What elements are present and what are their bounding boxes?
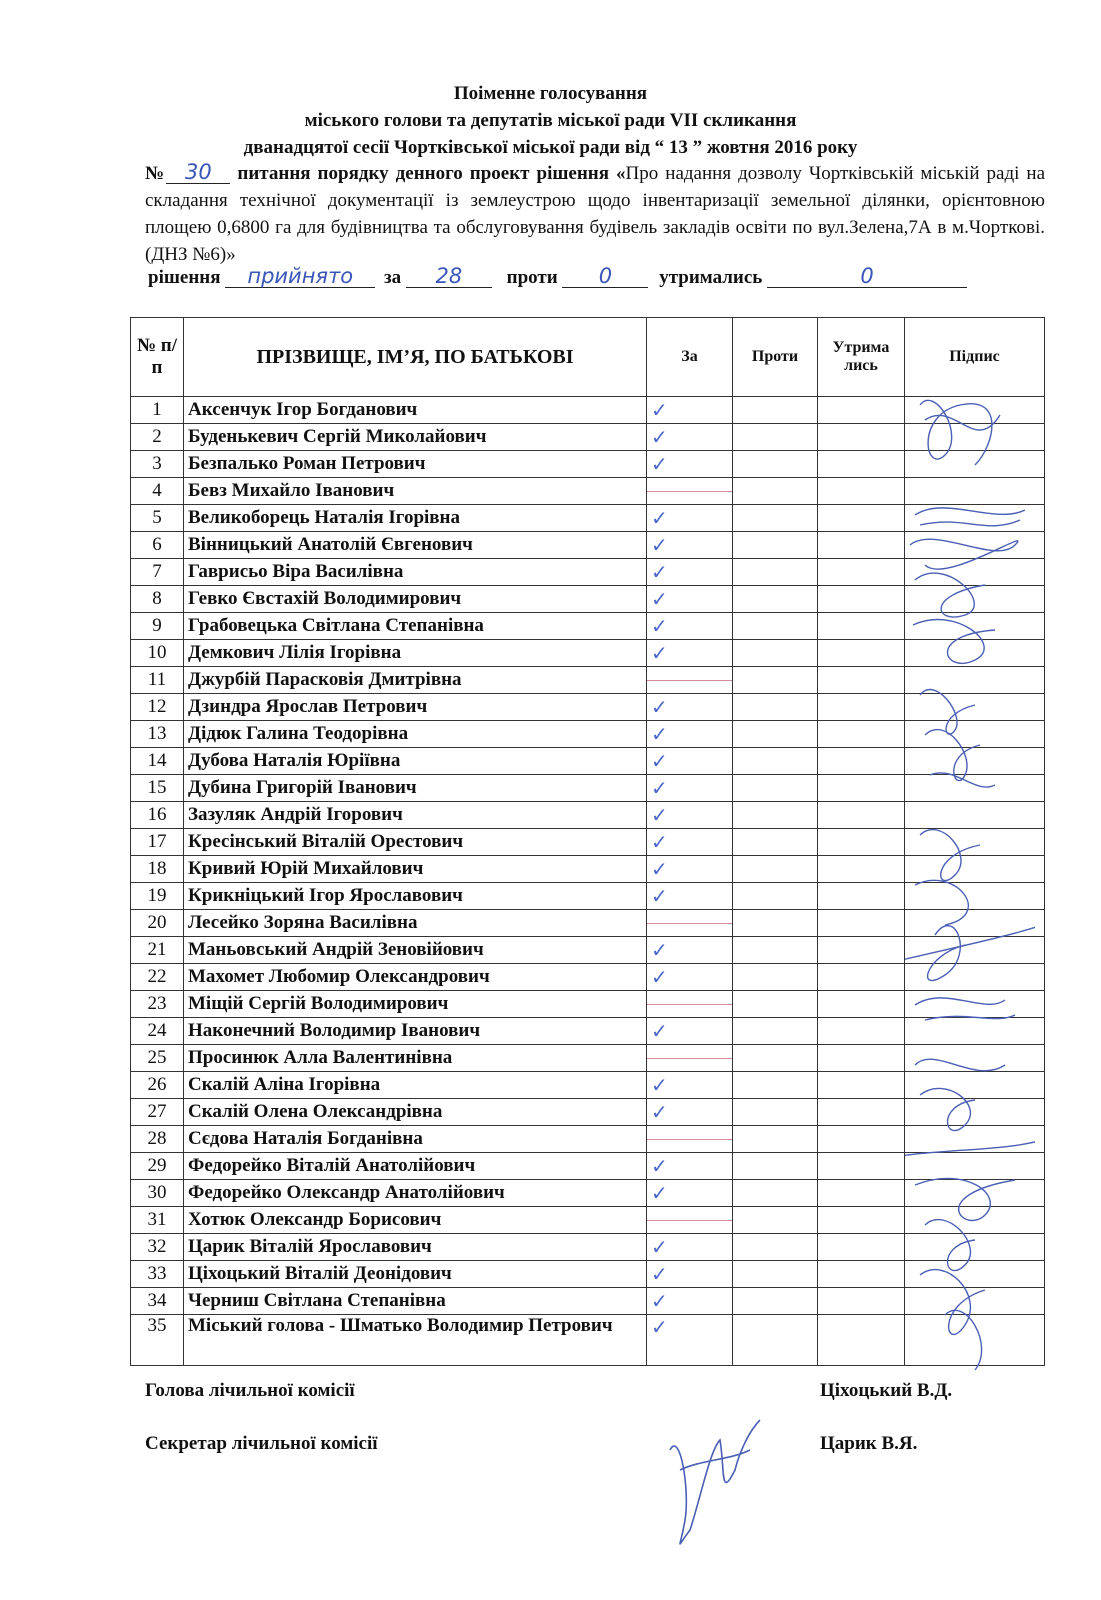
row-utr [818, 964, 905, 991]
utr-label: утримались [659, 267, 763, 288]
row-name: Ціхоцький Віталій Деонідович [184, 1261, 647, 1288]
row-name: Сєдова Наталія Богданівна [184, 1126, 647, 1153]
row-za-mark: ✓ [647, 559, 733, 586]
row-utr [818, 802, 905, 829]
row-za-mark: ✓ [647, 883, 733, 910]
row-number: 35 [131, 1315, 184, 1366]
row-za-mark: ✓ [647, 1261, 733, 1288]
row-number: 16 [131, 802, 184, 829]
row-number: 14 [131, 748, 184, 775]
session-line: дванадцятої сесії Чортківської міської ради від “ 13 ” жовтня 2016 року [243, 137, 858, 158]
row-number: 19 [131, 883, 184, 910]
row-name: Дідюк Галина Теодорівна [184, 721, 647, 748]
row-proty [733, 1099, 818, 1126]
question-paragraph [145, 160, 1045, 268]
row-utr [818, 829, 905, 856]
row-number: 11 [131, 667, 184, 694]
row-proty [733, 1180, 818, 1207]
row-number: 20 [131, 910, 184, 937]
footer-signature [640, 1410, 790, 1560]
row-name: Буденькевич Сергій Миколайович [184, 424, 647, 451]
row-proty [733, 1288, 818, 1315]
row-utr [818, 1234, 905, 1261]
row-name: Грабовецька Світлана Степанівна [184, 613, 647, 640]
utr-value: 0 [767, 265, 967, 288]
row-proty [733, 1045, 818, 1072]
row-za-mark: ✓ [647, 397, 733, 424]
row-number: 15 [131, 775, 184, 802]
row-utr [818, 1288, 905, 1315]
row-name: Гевко Євстахій Володимирович [184, 586, 647, 613]
question-body-text: Про надання дозволу Чортківській міській раді на складання технічної документації із землеустрою щодо інвентаризації земельної ділянки, орієнтовною площею 0,6800 га для будівництва та обслуговування будівель закладів освіти по вул.Зелена,7А в м.Чорткові.(ДНЗ №6)» [145, 163, 1046, 265]
no-vote-strike [647, 1220, 732, 1221]
row-za-mark [647, 1126, 733, 1153]
row-utr [818, 1072, 905, 1099]
row-za-mark: ✓ [647, 1018, 733, 1045]
row-utr [818, 694, 905, 721]
row-proty [733, 1018, 818, 1045]
row-name: Великоборець Наталія Ігорівна [184, 505, 647, 532]
document-header [0, 80, 1101, 161]
row-name: Федорейко Віталій Анатолійович [184, 1153, 647, 1180]
row-number: 32 [131, 1234, 184, 1261]
row-utr [818, 1126, 905, 1153]
row-utr [818, 1180, 905, 1207]
row-za-mark: ✓ [647, 1180, 733, 1207]
row-number: 21 [131, 937, 184, 964]
signature-scribbles [905, 395, 1035, 1380]
row-utr [818, 667, 905, 694]
row-name: Скалій Аліна Ігорівна [184, 1072, 647, 1099]
question-number-prefix: № [145, 163, 167, 184]
secretary-name: Царик В.Я. [820, 1433, 918, 1454]
row-za-mark [647, 478, 733, 505]
row-utr [818, 1315, 905, 1366]
row-number: 9 [131, 613, 184, 640]
row-za-mark [647, 1045, 733, 1072]
row-proty [733, 613, 818, 640]
row-za-mark: ✓ [647, 1153, 733, 1180]
row-number: 6 [131, 532, 184, 559]
row-number: 22 [131, 964, 184, 991]
row-proty [733, 1234, 818, 1261]
row-number: 26 [131, 1072, 184, 1099]
row-utr [818, 478, 905, 505]
row-proty [733, 964, 818, 991]
proty-label: проти [506, 267, 558, 288]
row-proty [733, 424, 818, 451]
row-proty [733, 802, 818, 829]
row-name: Аксенчук Ігор Богданович [184, 397, 647, 424]
no-vote-strike [647, 1139, 732, 1140]
za-label: за [384, 267, 402, 288]
row-za-mark: ✓ [647, 1072, 733, 1099]
row-number: 27 [131, 1099, 184, 1126]
row-proty [733, 991, 818, 1018]
row-za-mark: ✓ [647, 424, 733, 451]
row-za-mark: ✓ [647, 775, 733, 802]
row-number: 7 [131, 559, 184, 586]
proty-value: 0 [562, 265, 648, 288]
row-name: Махомет Любомир Олександрович [184, 964, 647, 991]
row-name: Зазуляк Андрій Ігорович [184, 802, 647, 829]
row-proty [733, 829, 818, 856]
row-number: 10 [131, 640, 184, 667]
header-num: № п/п [131, 318, 184, 397]
row-proty [733, 937, 818, 964]
header-name: ПРІЗВИЩЕ, ІМ’Я, ПО БАТЬКОВІ [184, 318, 647, 397]
row-proty [733, 775, 818, 802]
row-name: Демкович Лілія Ігорівна [184, 640, 647, 667]
row-number: 29 [131, 1153, 184, 1180]
no-vote-strike [647, 923, 732, 924]
no-vote-strike [647, 680, 732, 681]
row-name: Хотюк Олександр Борисович [184, 1207, 647, 1234]
row-utr [818, 1153, 905, 1180]
row-number: 23 [131, 991, 184, 1018]
row-name: Дубина Григорій Іванович [184, 775, 647, 802]
row-name: Крикніцький Ігор Ярославович [184, 883, 647, 910]
question-number-value: 30 [166, 161, 230, 184]
row-za-mark: ✓ [647, 1099, 733, 1126]
row-number: 3 [131, 451, 184, 478]
no-vote-strike [647, 1058, 732, 1059]
decision-line [148, 265, 1038, 289]
row-proty [733, 451, 818, 478]
row-number: 30 [131, 1180, 184, 1207]
decision-value: прийнято [225, 265, 375, 288]
row-number: 1 [131, 397, 184, 424]
row-number: 12 [131, 694, 184, 721]
row-proty [733, 640, 818, 667]
row-name: Вінницький Анатолій Євгенович [184, 532, 647, 559]
row-utr [818, 505, 905, 532]
row-utr [818, 748, 905, 775]
secretary-label: Секретар лічильної комісії [145, 1433, 378, 1454]
row-za-mark [647, 667, 733, 694]
za-value: 28 [406, 265, 492, 288]
row-za-mark: ✓ [647, 586, 733, 613]
row-number: 4 [131, 478, 184, 505]
row-za-mark: ✓ [647, 721, 733, 748]
row-za-mark: ✓ [647, 532, 733, 559]
row-proty [733, 1261, 818, 1288]
row-za-mark: ✓ [647, 829, 733, 856]
row-za-mark: ✓ [647, 1315, 733, 1366]
row-name: Кривий Юрій Михайлович [184, 856, 647, 883]
row-name: Бевз Михайло Іванович [184, 478, 647, 505]
no-vote-strike [647, 491, 732, 492]
row-name: Просинюк Алла Валентинівна [184, 1045, 647, 1072]
row-utr [818, 586, 905, 613]
row-proty [733, 910, 818, 937]
row-utr [818, 613, 905, 640]
row-proty [733, 856, 818, 883]
row-proty [733, 586, 818, 613]
head-label: Голова лічильної комісії [145, 1380, 355, 1401]
row-number: 33 [131, 1261, 184, 1288]
row-za-mark: ✓ [647, 1288, 733, 1315]
table-header-row [131, 318, 1045, 397]
row-utr [818, 937, 905, 964]
row-proty [733, 478, 818, 505]
header-sign: Підпис [905, 318, 1045, 397]
row-name: Федорейко Олександр Анатолійович [184, 1180, 647, 1207]
row-name: Черниш Світлана Степанівна [184, 1288, 647, 1315]
row-name: Царик Віталій Ярославович [184, 1234, 647, 1261]
row-number: 8 [131, 586, 184, 613]
row-za-mark [647, 991, 733, 1018]
row-utr [818, 991, 905, 1018]
row-proty [733, 1315, 818, 1366]
row-name: Дзиндра Ярослав Петрович [184, 694, 647, 721]
decision-label: рішення [148, 267, 221, 288]
row-proty [733, 1207, 818, 1234]
row-proty [733, 694, 818, 721]
row-utr [818, 775, 905, 802]
row-number: 2 [131, 424, 184, 451]
row-za-mark: ✓ [647, 640, 733, 667]
question-bold-text: питання порядку денного проект рішення « [237, 163, 626, 184]
row-proty [733, 532, 818, 559]
row-za-mark: ✓ [647, 937, 733, 964]
row-za-mark: ✓ [647, 505, 733, 532]
row-number: 17 [131, 829, 184, 856]
row-name: Міщій Сергій Володимирович [184, 991, 647, 1018]
row-utr [818, 910, 905, 937]
row-za-mark: ✓ [647, 748, 733, 775]
row-number: 34 [131, 1288, 184, 1315]
row-utr [818, 1099, 905, 1126]
row-proty [733, 721, 818, 748]
head-name: Ціхоцький В.Д. [820, 1380, 953, 1401]
row-proty [733, 505, 818, 532]
row-za-mark [647, 1207, 733, 1234]
row-proty [733, 748, 818, 775]
row-za-mark: ✓ [647, 1234, 733, 1261]
header-za: За [647, 318, 733, 397]
row-name: Міський голова - Шматько Володимир Петрович [184, 1315, 647, 1366]
row-number: 13 [131, 721, 184, 748]
row-name: Джурбій Парасковія Дмитрівна [184, 667, 647, 694]
row-proty [733, 559, 818, 586]
row-number: 31 [131, 1207, 184, 1234]
row-proty [733, 397, 818, 424]
row-utr [818, 640, 905, 667]
row-za-mark: ✓ [647, 613, 733, 640]
row-utr [818, 532, 905, 559]
row-utr [818, 1018, 905, 1045]
row-number: 5 [131, 505, 184, 532]
row-number: 28 [131, 1126, 184, 1153]
row-utr [818, 1261, 905, 1288]
row-utr [818, 451, 905, 478]
row-utr [818, 856, 905, 883]
row-za-mark [647, 910, 733, 937]
row-name: Наконечний Володимир Іванович [184, 1018, 647, 1045]
row-za-mark: ✓ [647, 802, 733, 829]
row-proty [733, 667, 818, 694]
row-name: Маньовський Андрій Зеновійович [184, 937, 647, 964]
row-utr [818, 559, 905, 586]
no-vote-strike [647, 1004, 732, 1005]
row-utr [818, 1045, 905, 1072]
row-utr [818, 424, 905, 451]
document-title: Поіменне голосування [453, 83, 648, 104]
row-name: Кресінський Віталій Орестович [184, 829, 647, 856]
row-za-mark: ✓ [647, 451, 733, 478]
row-za-mark: ✓ [647, 856, 733, 883]
row-proty [733, 883, 818, 910]
row-number: 25 [131, 1045, 184, 1072]
row-name: Скалій Олена Олександрівна [184, 1099, 647, 1126]
row-number: 24 [131, 1018, 184, 1045]
row-za-mark: ✓ [647, 694, 733, 721]
row-name: Лесейко Зоряна Василівна [184, 910, 647, 937]
header-utr: Утрима лись [818, 318, 905, 397]
row-utr [818, 883, 905, 910]
row-utr [818, 1207, 905, 1234]
row-number: 18 [131, 856, 184, 883]
row-za-mark: ✓ [647, 964, 733, 991]
row-proty [733, 1126, 818, 1153]
row-utr [818, 721, 905, 748]
header-proty: Проти [733, 318, 818, 397]
row-name: Безпалько Роман Петрович [184, 451, 647, 478]
document-subtitle: міського голови та депутатів міської ради VII скликання [304, 110, 797, 131]
row-name: Дубова Наталія Юріївна [184, 748, 647, 775]
row-utr [818, 397, 905, 424]
row-proty [733, 1072, 818, 1099]
row-proty [733, 1153, 818, 1180]
row-name: Гаврисьо Віра Василівна [184, 559, 647, 586]
